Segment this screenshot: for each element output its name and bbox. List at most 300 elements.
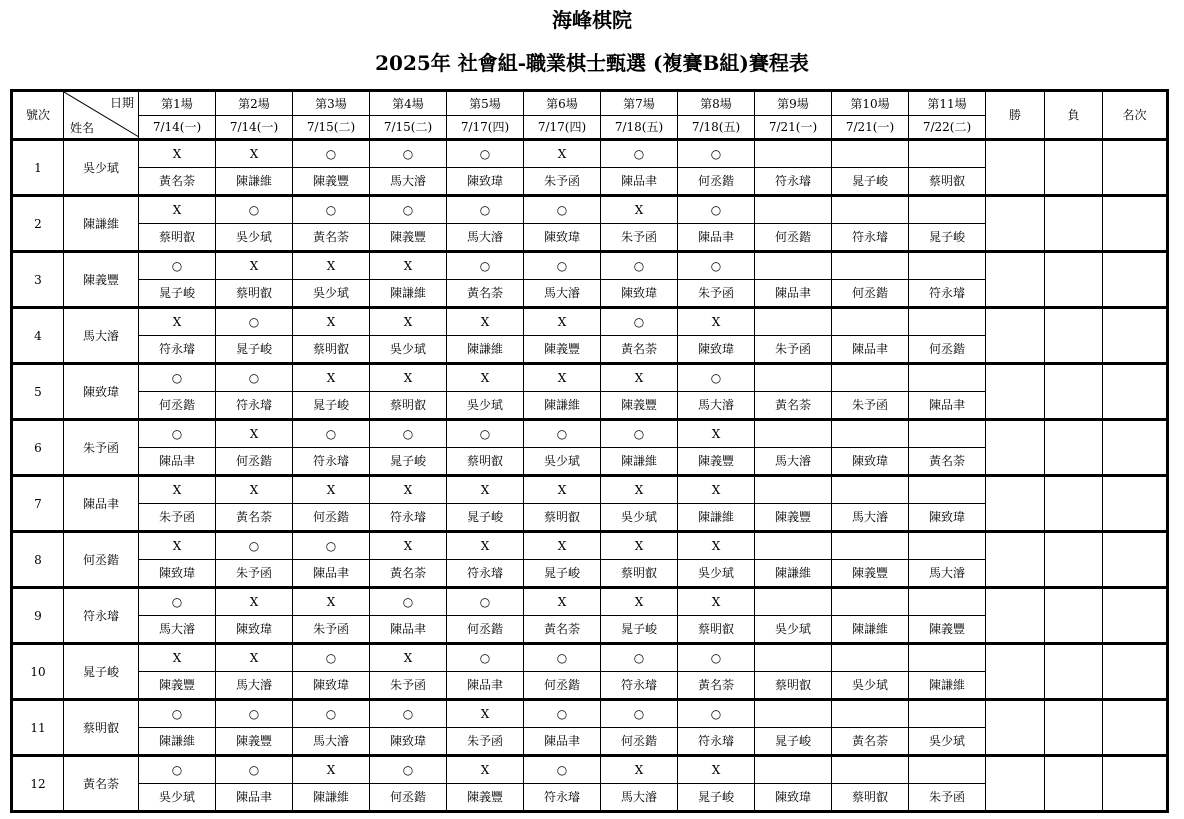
opponent-cell: 陳致瑋 [678, 336, 755, 364]
result-cell: ○ [293, 140, 370, 168]
opponent-cell: 朱予函 [447, 728, 524, 756]
rank-cell [1103, 364, 1168, 420]
opponent-cell: 陳義豐 [909, 616, 986, 644]
opponent-cell: 蔡明叡 [216, 280, 293, 308]
opponent-cell: 黃名荼 [447, 280, 524, 308]
opponent-cell: 朱予函 [678, 280, 755, 308]
result-cell [755, 476, 832, 504]
result-cell [909, 196, 986, 224]
round-date: 7/21(一) [832, 116, 909, 140]
round-header: 第6場 [524, 91, 601, 116]
result-cell: X [601, 196, 678, 224]
opponent-cell: 陳謙維 [139, 728, 216, 756]
result-cell: ○ [678, 700, 755, 728]
opponent-cell: 符永璿 [909, 280, 986, 308]
rank-cell [1103, 700, 1168, 756]
player-number: 12 [12, 756, 64, 812]
result-cell: ○ [601, 252, 678, 280]
opponent-cell: 陳品聿 [139, 448, 216, 476]
opponent-cell: 符永璿 [139, 336, 216, 364]
opponent-cell: 吳少珷 [832, 672, 909, 700]
result-cell [832, 140, 909, 168]
player-number: 2 [12, 196, 64, 252]
result-cell [755, 364, 832, 392]
result-cell: ○ [370, 420, 447, 448]
player-row [12, 140, 1168, 168]
player-name: 陳義豐 [64, 252, 139, 308]
result-cell: ○ [293, 532, 370, 560]
loss-cell [1045, 196, 1103, 252]
opponent-cell: 陳致瑋 [755, 784, 832, 812]
loss-cell [1045, 476, 1103, 532]
opponent-cell: 馬大濬 [832, 504, 909, 532]
result-cell [832, 308, 909, 336]
opponent-cell: 陳義豐 [293, 168, 370, 196]
result-cell [832, 532, 909, 560]
opponent-cell: 陳致瑋 [447, 168, 524, 196]
player-row [12, 308, 1168, 336]
result-cell: X [370, 476, 447, 504]
opponent-cell: 黃名荼 [139, 168, 216, 196]
header-number: 號次 [12, 91, 64, 140]
opponent-cell: 陳品聿 [601, 168, 678, 196]
opponent-cell: 陳品聿 [370, 616, 447, 644]
opponent-cell: 符永璿 [832, 224, 909, 252]
player-number: 10 [12, 644, 64, 700]
win-cell [986, 756, 1045, 812]
opponent-cell: 陳義豐 [678, 448, 755, 476]
opponent-cell: 何丞鍇 [832, 280, 909, 308]
result-cell [755, 196, 832, 224]
result-cell [909, 308, 986, 336]
opponent-cell: 晁子峻 [832, 168, 909, 196]
result-cell [909, 700, 986, 728]
opponent-cell: 陳致瑋 [601, 280, 678, 308]
round-header: 第7場 [601, 91, 678, 116]
result-cell: X [139, 140, 216, 168]
result-cell: X [293, 308, 370, 336]
result-cell: X [370, 364, 447, 392]
opponent-cell: 黃名荼 [678, 672, 755, 700]
opponent-cell: 朱予函 [601, 224, 678, 252]
result-cell [832, 756, 909, 784]
player-name: 陳品聿 [64, 476, 139, 532]
result-cell [909, 644, 986, 672]
opponent-cell: 黃名荼 [832, 728, 909, 756]
opponent-cell: 陳品聿 [832, 336, 909, 364]
result-cell: ○ [370, 140, 447, 168]
result-cell: ○ [524, 756, 601, 784]
result-cell [909, 476, 986, 504]
result-cell: X [370, 308, 447, 336]
player-name: 符永璿 [64, 588, 139, 644]
opponent-cell: 陳致瑋 [524, 224, 601, 252]
result-cell: X [601, 532, 678, 560]
result-cell: X [524, 364, 601, 392]
result-cell: ○ [370, 756, 447, 784]
opponent-cell: 何丞鍇 [601, 728, 678, 756]
result-cell: ○ [139, 756, 216, 784]
opponent-cell: 朱予函 [524, 168, 601, 196]
opponent-cell: 陳品聿 [293, 560, 370, 588]
result-cell: X [370, 644, 447, 672]
opponent-cell: 陳品聿 [216, 784, 293, 812]
opponent-cell: 陳品聿 [678, 224, 755, 252]
win-cell [986, 252, 1045, 308]
result-cell: X [216, 252, 293, 280]
player-row [12, 420, 1168, 448]
opponent-cell: 吳少珷 [678, 560, 755, 588]
result-cell: X [601, 364, 678, 392]
result-cell: ○ [370, 700, 447, 728]
loss-cell [1045, 308, 1103, 364]
result-cell: X [524, 532, 601, 560]
opponent-cell: 蔡明叡 [139, 224, 216, 252]
opponent-cell: 馬大濬 [447, 224, 524, 252]
loss-cell [1045, 252, 1103, 308]
result-cell: ○ [370, 588, 447, 616]
result-cell: X [447, 532, 524, 560]
result-cell: ○ [293, 420, 370, 448]
rank-cell [1103, 252, 1168, 308]
round-date: 7/18(五) [601, 116, 678, 140]
win-cell [986, 644, 1045, 700]
opponent-cell: 符永璿 [293, 448, 370, 476]
result-cell: ○ [293, 700, 370, 728]
result-cell: X [447, 364, 524, 392]
result-cell [832, 476, 909, 504]
opponent-cell: 陳謙維 [447, 336, 524, 364]
opponent-cell: 陳品聿 [909, 392, 986, 420]
opponent-cell: 何丞鍇 [293, 504, 370, 532]
opponent-cell: 陳謙維 [832, 616, 909, 644]
opponent-cell: 晁子峻 [139, 280, 216, 308]
result-cell: X [447, 700, 524, 728]
opponent-cell: 馬大濬 [139, 616, 216, 644]
opponent-cell: 陳義豐 [447, 784, 524, 812]
opponent-cell: 晁子峻 [678, 784, 755, 812]
opponent-cell: 陳謙維 [216, 168, 293, 196]
opponent-cell: 陳謙維 [755, 560, 832, 588]
result-cell: ○ [216, 756, 293, 784]
opponent-cell: 何丞鍇 [524, 672, 601, 700]
opponent-cell: 朱予函 [755, 336, 832, 364]
win-cell [986, 420, 1045, 476]
header-win: 勝 [986, 91, 1045, 140]
result-cell: ○ [601, 644, 678, 672]
result-cell: X [139, 644, 216, 672]
player-number: 1 [12, 140, 64, 196]
result-cell: ○ [370, 196, 447, 224]
page-subtitle: 2025年 社會組-職業棋士甄選 (複賽B組)賽程表 [375, 51, 809, 75]
result-cell: X [447, 308, 524, 336]
result-cell: X [678, 588, 755, 616]
result-cell: ○ [216, 196, 293, 224]
opponent-cell: 蔡明叡 [524, 504, 601, 532]
result-cell: X [524, 308, 601, 336]
result-cell [909, 532, 986, 560]
result-cell: X [524, 476, 601, 504]
result-cell [755, 644, 832, 672]
header-loss: 負 [1045, 91, 1103, 140]
result-cell [755, 308, 832, 336]
rank-cell [1103, 532, 1168, 588]
player-name: 朱予函 [64, 420, 139, 476]
result-cell: ○ [678, 140, 755, 168]
result-cell [755, 756, 832, 784]
result-cell [832, 364, 909, 392]
opponent-cell: 朱予函 [832, 392, 909, 420]
opponent-cell: 符永璿 [447, 560, 524, 588]
win-cell [986, 140, 1045, 196]
result-cell [755, 700, 832, 728]
round-date: 7/17(四) [447, 116, 524, 140]
opponent-cell: 符永璿 [601, 672, 678, 700]
result-cell [832, 588, 909, 616]
result-cell [832, 252, 909, 280]
result-cell: ○ [216, 532, 293, 560]
opponent-cell: 陳致瑋 [139, 560, 216, 588]
opponent-cell: 朱予函 [216, 560, 293, 588]
result-cell: ○ [678, 196, 755, 224]
opponent-cell: 晁子峻 [909, 224, 986, 252]
header-date-label: 日期 [109, 96, 134, 110]
result-cell: ○ [139, 252, 216, 280]
player-number: 11 [12, 700, 64, 756]
player-name: 陳致瑋 [64, 364, 139, 420]
result-cell: X [678, 532, 755, 560]
result-cell: ○ [524, 700, 601, 728]
result-cell [909, 252, 986, 280]
opponent-cell: 黃名荼 [524, 616, 601, 644]
rank-cell [1103, 420, 1168, 476]
round-header: 第1場 [139, 91, 216, 116]
opponent-cell: 陳謙維 [601, 448, 678, 476]
result-cell: ○ [139, 700, 216, 728]
result-cell: X [216, 644, 293, 672]
player-name: 蔡明叡 [64, 700, 139, 756]
player-number: 8 [12, 532, 64, 588]
round-header: 第8場 [678, 91, 755, 116]
result-cell: ○ [524, 196, 601, 224]
opponent-cell: 何丞鍇 [755, 224, 832, 252]
result-cell: X [370, 252, 447, 280]
round-date: 7/21(一) [755, 116, 832, 140]
result-cell: X [601, 476, 678, 504]
result-cell [909, 140, 986, 168]
result-cell: X [678, 756, 755, 784]
opponent-cell: 吳少珷 [447, 392, 524, 420]
opponent-cell: 陳謙維 [370, 280, 447, 308]
opponent-cell: 符永璿 [370, 504, 447, 532]
result-cell: X [293, 756, 370, 784]
opponent-cell: 蔡明叡 [601, 560, 678, 588]
player-row [12, 196, 1168, 224]
opponent-cell: 蔡明叡 [370, 392, 447, 420]
result-cell: X [293, 588, 370, 616]
result-cell: ○ [601, 308, 678, 336]
opponent-cell: 吳少珷 [524, 448, 601, 476]
round-header: 第2場 [216, 91, 293, 116]
round-date: 7/14(一) [216, 116, 293, 140]
opponent-cell: 陳義豐 [832, 560, 909, 588]
opponent-cell: 蔡明叡 [755, 672, 832, 700]
opponent-cell: 何丞鍇 [216, 448, 293, 476]
opponent-cell: 陳致瑋 [370, 728, 447, 756]
result-cell: ○ [601, 140, 678, 168]
loss-cell [1045, 140, 1103, 196]
result-cell: ○ [447, 644, 524, 672]
opponent-cell: 蔡明叡 [909, 168, 986, 196]
opponent-cell: 馬大濬 [216, 672, 293, 700]
opponent-cell: 吳少珷 [755, 616, 832, 644]
player-name: 黃名荼 [64, 756, 139, 812]
opponent-cell: 陳致瑋 [216, 616, 293, 644]
opponent-cell: 馬大濬 [601, 784, 678, 812]
opponent-cell: 陳品聿 [755, 280, 832, 308]
opponent-cell: 朱予函 [909, 784, 986, 812]
opponent-cell: 何丞鍇 [370, 784, 447, 812]
loss-cell [1045, 700, 1103, 756]
result-cell: X [139, 196, 216, 224]
opponent-cell: 蔡明叡 [678, 616, 755, 644]
opponent-cell: 陳謙維 [909, 672, 986, 700]
result-cell: X [216, 420, 293, 448]
opponent-cell: 馬大濬 [678, 392, 755, 420]
opponent-cell: 陳致瑋 [832, 448, 909, 476]
rank-cell [1103, 196, 1168, 252]
opponent-cell: 晁子峻 [216, 336, 293, 364]
player-number: 7 [12, 476, 64, 532]
loss-cell [1045, 364, 1103, 420]
result-cell: ○ [678, 644, 755, 672]
result-cell [755, 140, 832, 168]
opponent-cell: 何丞鍇 [678, 168, 755, 196]
opponent-cell: 馬大濬 [909, 560, 986, 588]
result-cell [832, 700, 909, 728]
opponent-cell: 朱予函 [293, 616, 370, 644]
opponent-cell: 晁子峻 [755, 728, 832, 756]
result-cell: X [524, 140, 601, 168]
loss-cell [1045, 756, 1103, 812]
result-cell [755, 252, 832, 280]
result-cell: X [601, 756, 678, 784]
round-date: 7/15(二) [370, 116, 447, 140]
round-date: 7/15(二) [293, 116, 370, 140]
rank-cell [1103, 476, 1168, 532]
opponent-cell: 馬大濬 [370, 168, 447, 196]
opponent-cell: 陳致瑋 [293, 672, 370, 700]
player-number: 9 [12, 588, 64, 644]
win-cell [986, 196, 1045, 252]
result-cell: ○ [678, 364, 755, 392]
opponent-cell: 蔡明叡 [832, 784, 909, 812]
player-row [12, 364, 1168, 392]
round-header: 第4場 [370, 91, 447, 116]
opponent-cell: 符永璿 [678, 728, 755, 756]
player-number: 5 [12, 364, 64, 420]
header-rank: 名次 [1103, 91, 1168, 140]
opponent-cell: 何丞鍇 [909, 336, 986, 364]
round-header: 第3場 [293, 91, 370, 116]
player-row [12, 756, 1168, 784]
round-header: 第10場 [832, 91, 909, 116]
result-cell [755, 588, 832, 616]
result-cell: X [216, 476, 293, 504]
result-cell: ○ [293, 644, 370, 672]
round-date: 7/17(四) [524, 116, 601, 140]
opponent-cell: 黃名荼 [370, 560, 447, 588]
loss-cell [1045, 588, 1103, 644]
result-cell: ○ [447, 588, 524, 616]
result-cell: ○ [293, 196, 370, 224]
opponent-cell: 何丞鍇 [139, 392, 216, 420]
result-cell: X [678, 476, 755, 504]
rank-cell [1103, 308, 1168, 364]
round-date: 7/14(一) [139, 116, 216, 140]
result-cell: X [139, 308, 216, 336]
player-number: 6 [12, 420, 64, 476]
opponent-cell: 陳品聿 [447, 672, 524, 700]
result-cell [755, 420, 832, 448]
header-name-label: 姓名 [70, 121, 95, 135]
opponent-cell: 吳少珷 [909, 728, 986, 756]
opponent-cell: 符永璿 [216, 392, 293, 420]
win-cell [986, 532, 1045, 588]
opponent-cell: 陳致瑋 [909, 504, 986, 532]
opponent-cell: 黃名荼 [293, 224, 370, 252]
result-cell: ○ [447, 196, 524, 224]
result-cell: X [447, 756, 524, 784]
round-date: 7/22(二) [909, 116, 986, 140]
result-cell: ○ [216, 700, 293, 728]
player-name: 晁子峻 [64, 644, 139, 700]
player-number: 3 [12, 252, 64, 308]
opponent-cell: 晁子峻 [293, 392, 370, 420]
result-cell [909, 364, 986, 392]
rank-cell [1103, 588, 1168, 644]
loss-cell [1045, 532, 1103, 588]
opponent-cell: 陳品聿 [524, 728, 601, 756]
player-name: 吳少珷 [64, 140, 139, 196]
player-row [12, 644, 1168, 672]
result-cell: ○ [524, 644, 601, 672]
opponent-cell: 蔡明叡 [447, 448, 524, 476]
page-title: 海峰棋院 [552, 8, 632, 32]
result-cell: ○ [447, 420, 524, 448]
result-cell: X [370, 532, 447, 560]
header-diagonal-cell [64, 91, 139, 140]
result-cell: X [601, 588, 678, 616]
opponent-cell: 陳義豐 [139, 672, 216, 700]
opponent-cell: 黃名荼 [601, 336, 678, 364]
result-cell: X [293, 252, 370, 280]
opponent-cell: 黃名荼 [216, 504, 293, 532]
round-date: 7/18(五) [678, 116, 755, 140]
opponent-cell: 陳謙維 [524, 392, 601, 420]
win-cell [986, 476, 1045, 532]
result-cell: ○ [678, 252, 755, 280]
opponent-cell: 晁子峻 [524, 560, 601, 588]
opponent-cell: 晁子峻 [601, 616, 678, 644]
opponent-cell: 晁子峻 [370, 448, 447, 476]
result-cell: ○ [524, 252, 601, 280]
opponent-cell: 晁子峻 [447, 504, 524, 532]
opponent-cell: 陳謙維 [678, 504, 755, 532]
player-row [12, 252, 1168, 280]
result-cell [909, 420, 986, 448]
opponent-cell: 馬大濬 [293, 728, 370, 756]
